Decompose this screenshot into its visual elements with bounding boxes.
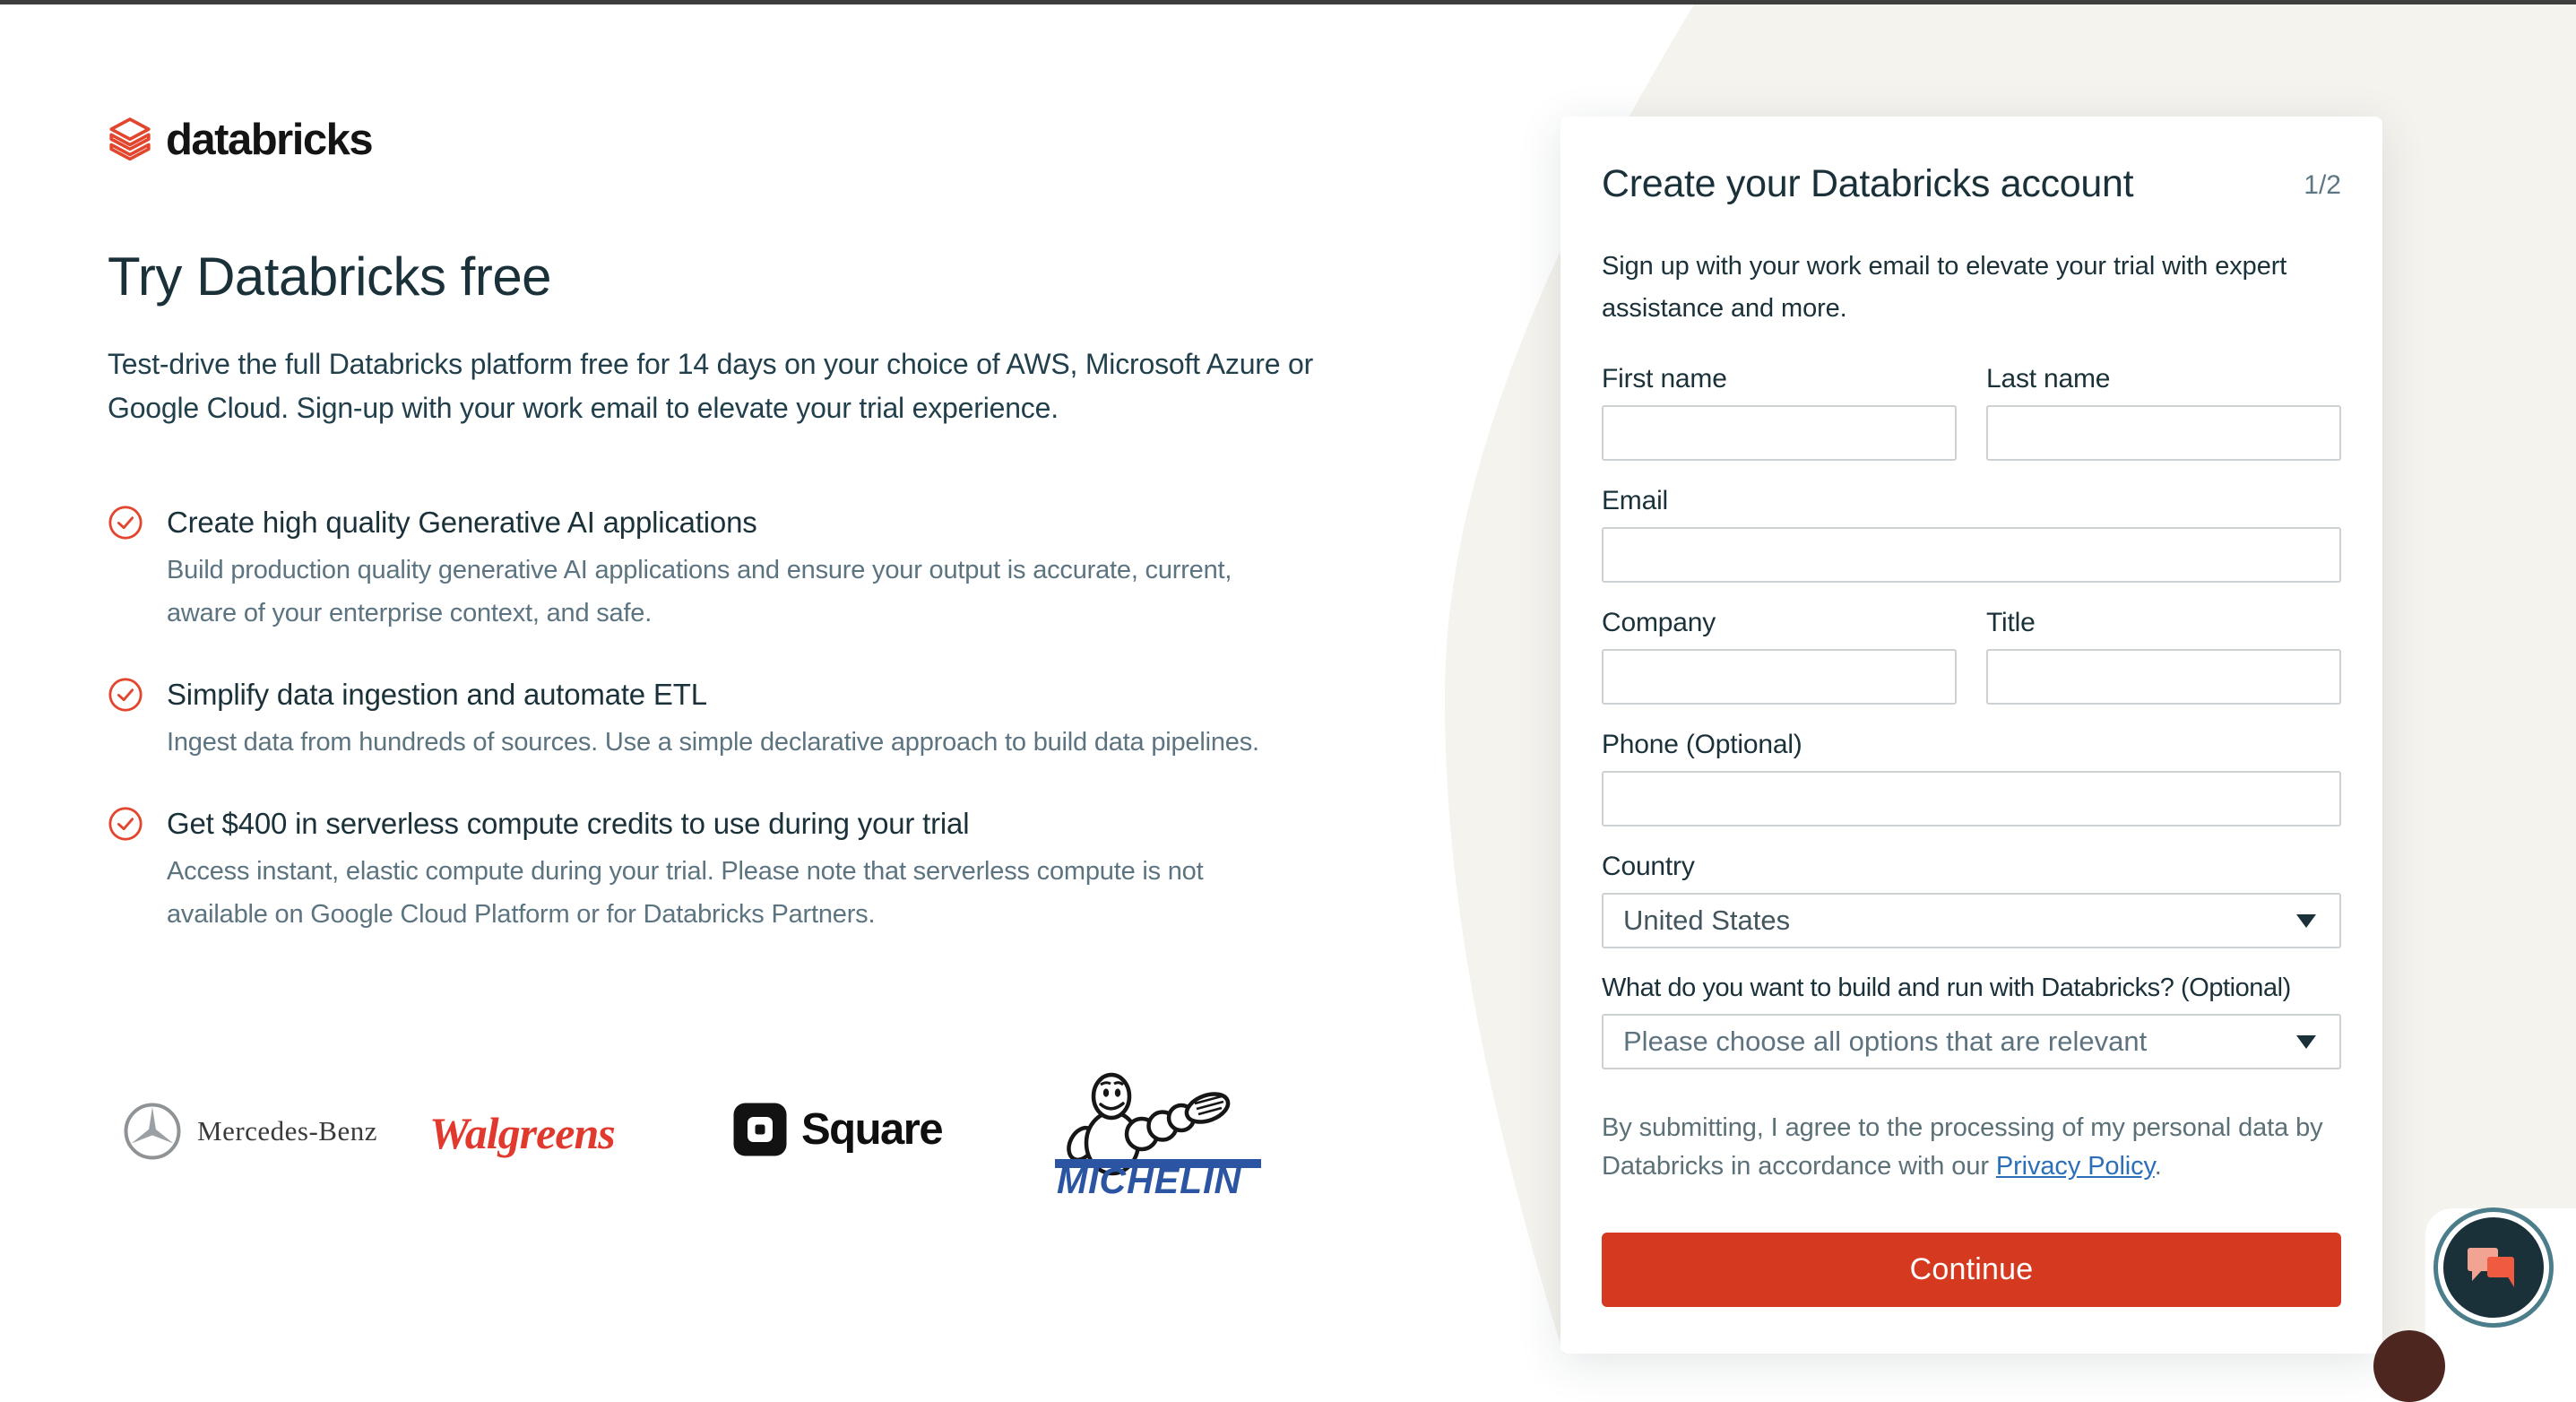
benefit-title: Get $400 in serverless compute credits to use during your trial [167,807,970,840]
chat-launcher-button[interactable] [2438,1212,2549,1323]
country-group [1602,852,2341,948]
benefit-title: Simplify data ingestion and automate ETL [167,678,707,711]
form-subtitle: Sign up with your work email to elevate your trial with expert assistance and more. [1602,252,2287,323]
privacy-text: By submitting, I agree to the processing of my personal data by Databricks in accordance with our [1602,1113,2323,1181]
customer-logos [123,1078,1342,1213]
country-selected-value: United States [1623,904,1791,936]
square-logo [732,1102,942,1157]
benefit-description: Access instant, elastic compute during your trial. Please note that serverless compute is not available on Google Cloud Platform or for Databricks Partners. [167,857,1204,929]
build-placeholder: Please choose all options that are relevant [1623,1026,2148,1057]
chevron-down-icon [2296,914,2316,928]
benefit-title: Create high quality Generative AI applications [167,506,757,539]
privacy-notice [1602,1109,2341,1186]
title-label: Title [1986,608,2036,637]
last-name-label: Last name [1986,364,2111,394]
databricks-wordmark: databricks [166,115,373,164]
privacy-policy-link[interactable]: Privacy Policy [1995,1152,2155,1181]
signup-form [1602,364,2341,1307]
step-indicator: 1/2 [2304,170,2341,200]
michelin-wordmark: MICHELIN [1057,1160,1242,1197]
email-label: Email [1602,486,1669,515]
window-top-border [0,0,2576,4]
mercedes-benz-wordmark: Mercedes-Benz [197,1115,378,1147]
hero-description: Test-drive the full Databricks platform free for 14 days on your choice of AWS, Microsoft Azure or Google Cloud. Sign-up with your work email to elevate your trial experience. [108,348,1314,424]
chevron-down-icon [2296,1035,2316,1049]
first-name-label: First name [1602,364,1727,394]
email-group [1602,486,2341,583]
title-input[interactable] [1986,649,2341,705]
databricks-logo [108,113,1452,170]
page-title: Try Databricks free [108,247,552,307]
benefit-item [108,674,1452,764]
company-input[interactable] [1602,649,1957,705]
build-label: What do you want to build and run with Databricks? (Optional) [1602,974,2291,1002]
continue-button[interactable]: Continue [1602,1233,2341,1307]
phone-group [1602,730,2341,826]
check-circle-icon [108,677,143,713]
benefit-item [108,502,1452,635]
form-title: Create your Databricks account [1602,162,2134,205]
square-icon [732,1102,788,1157]
walgreens-logo: Walgreens [429,1108,615,1158]
card-header [1602,161,2341,206]
square-wordmark: Square [801,1105,943,1154]
chat-widget-accent [2373,1330,2445,1402]
email-input[interactable] [1602,527,2341,583]
last-name-input[interactable] [1986,405,2341,461]
check-circle-icon [108,806,143,842]
build-group [1602,974,2341,1069]
marketing-column [108,113,1452,975]
mercedes-benz-logo [123,1102,377,1161]
first-name-input[interactable] [1602,405,1957,461]
signup-card [1560,117,2382,1354]
chat-bubbles-icon [2464,1241,2523,1294]
country-select[interactable] [1602,893,2341,948]
phone-label: Phone (Optional) [1602,730,1802,759]
benefit-list [108,502,1452,936]
build-select[interactable] [1602,1014,2341,1069]
privacy-text-end: . [2154,1152,2162,1181]
first-name-group [1602,364,1957,461]
databricks-logo-icon [108,117,152,167]
company-group [1602,608,1957,705]
title-group [1986,608,2341,705]
benefit-description: Ingest data from hundreds of sources. Use a simple declarative approach to build data pipelines. [167,728,1259,757]
country-label: Country [1602,852,1695,881]
benefit-item [108,803,1452,936]
check-circle-icon [108,505,143,541]
michelin-man-icon [1055,1059,1266,1197]
last-name-group [1986,364,2341,461]
benefit-description: Build production quality generative AI applications and ensure your output is accurate, current, aware of your enterprise context, and safe. [167,556,1232,627]
company-label: Company [1602,608,1716,637]
mercedes-star-icon [123,1102,182,1161]
phone-input[interactable] [1602,771,2341,826]
michelin-logo [1055,1059,1266,1201]
